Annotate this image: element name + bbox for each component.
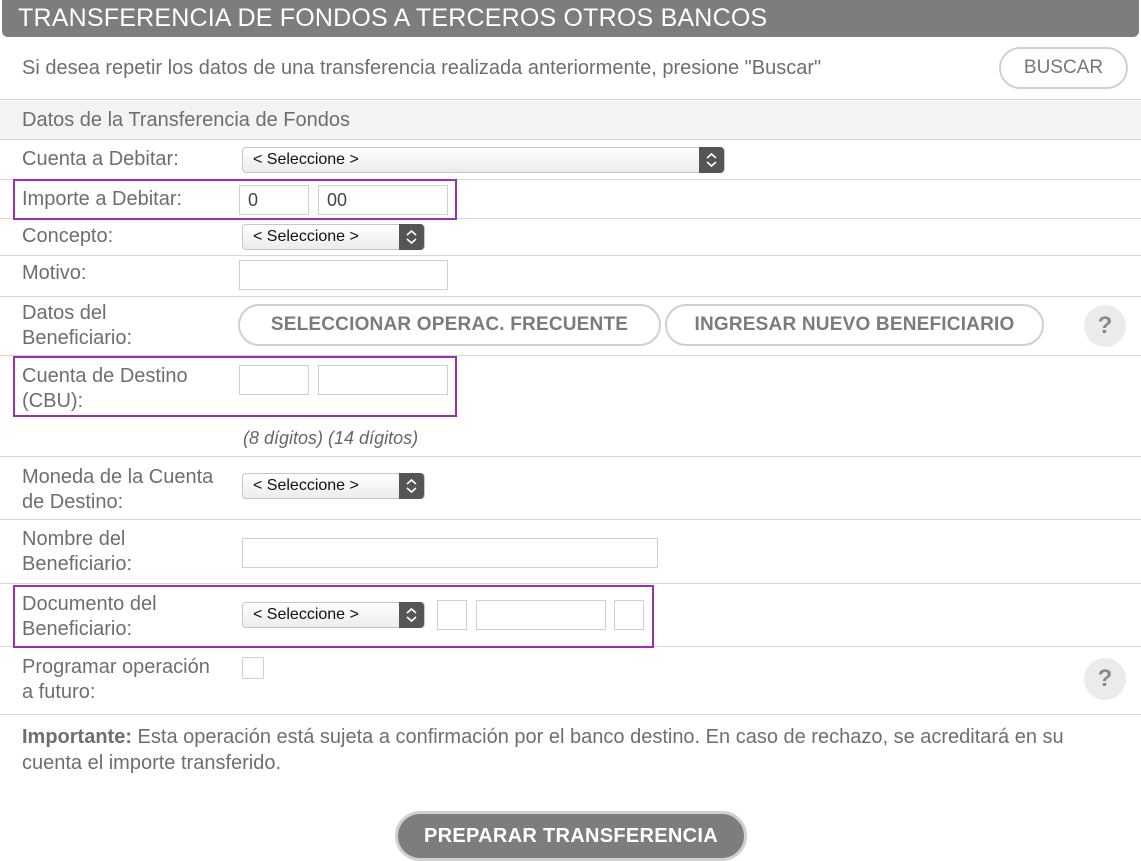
important-text: Esta operación está sujeta a confirmación por el banco destino. En caso de rechazo, se acreditará en su cuenta el importe transferido. xyxy=(22,726,1064,774)
concepto-value: < Seleccione > xyxy=(253,228,359,245)
programar-checkbox[interactable] xyxy=(242,657,264,679)
importe-integer-input[interactable]: 0 xyxy=(239,185,309,215)
nombre-label: Nombre del Beneficiario: xyxy=(22,528,133,575)
motivo-input[interactable] xyxy=(239,260,448,290)
importe-label: Importe a Debitar: xyxy=(22,188,183,210)
page-title: TRANSFERENCIA DE FONDOS A TERCEROS OTROS BANCOS xyxy=(2,0,1139,37)
documento-highlight xyxy=(13,585,654,648)
concepto-label: Concepto: xyxy=(22,225,114,247)
cbu-highlight xyxy=(13,356,457,417)
cbu-hint: (8 dígitos) (14 dígitos) xyxy=(243,428,419,448)
motivo-label: Motivo: xyxy=(22,262,87,284)
ingresar-nuevo-beneficiario-button[interactable]: INGRESAR NUEVO BENEFICIARIO xyxy=(665,304,1044,346)
chevron-up-down-icon xyxy=(399,224,424,250)
chevron-up-down-icon xyxy=(699,147,724,173)
moneda-select[interactable] xyxy=(242,473,425,499)
search-instructions: Si desea repetir los datos de una transferencia realizada anteriormente, presione "Buscar" xyxy=(22,57,822,79)
documento-label: Documento del Beneficiario: xyxy=(22,593,157,640)
moneda-value: < Seleccione > xyxy=(253,477,359,494)
search-row xyxy=(0,38,1141,100)
row-concepto xyxy=(0,220,1141,256)
row-programar xyxy=(0,648,1141,715)
row-motivo xyxy=(0,257,1141,297)
important-notice xyxy=(22,724,1122,776)
row-moneda xyxy=(0,458,1141,520)
documento-type-value: < Seleccione > xyxy=(253,606,359,623)
nombre-input[interactable] xyxy=(242,538,658,568)
concepto-select[interactable] xyxy=(242,224,425,250)
help-icon[interactable]: ? xyxy=(1084,658,1126,700)
importe-decimals-input[interactable]: 00 xyxy=(318,185,448,215)
help-icon[interactable]: ? xyxy=(1084,305,1126,347)
chevron-up-down-icon xyxy=(399,473,424,499)
cuenta-debitar-value: < Seleccione > xyxy=(253,151,359,168)
cuenta-debitar-label: Cuenta a Debitar: xyxy=(22,148,179,170)
buscar-button[interactable]: BUSCAR xyxy=(999,47,1128,89)
seleccionar-frecuente-button[interactable]: SELECCIONAR OPERAC. FRECUENTE xyxy=(238,304,661,346)
row-nombre xyxy=(0,521,1141,584)
importe-highlight xyxy=(13,179,457,220)
cbu-label: Cuenta de Destino (CBU): xyxy=(22,365,188,412)
beneficiario-label: Datos del Beneficiario: xyxy=(22,302,133,349)
moneda-label: Moneda de la Cuenta de Destino: xyxy=(22,466,214,513)
preparar-transferencia-button[interactable]: PREPARAR TRANSFERENCIA xyxy=(395,811,747,861)
important-label: Importante: xyxy=(22,726,132,748)
row-beneficiario xyxy=(0,298,1141,356)
section-title: Datos de la Transferencia de Fondos xyxy=(0,101,1141,140)
row-cuenta-debitar xyxy=(0,141,1141,180)
programar-label: Programar operación a futuro: xyxy=(22,656,210,703)
cuenta-debitar-select[interactable] xyxy=(242,147,725,173)
